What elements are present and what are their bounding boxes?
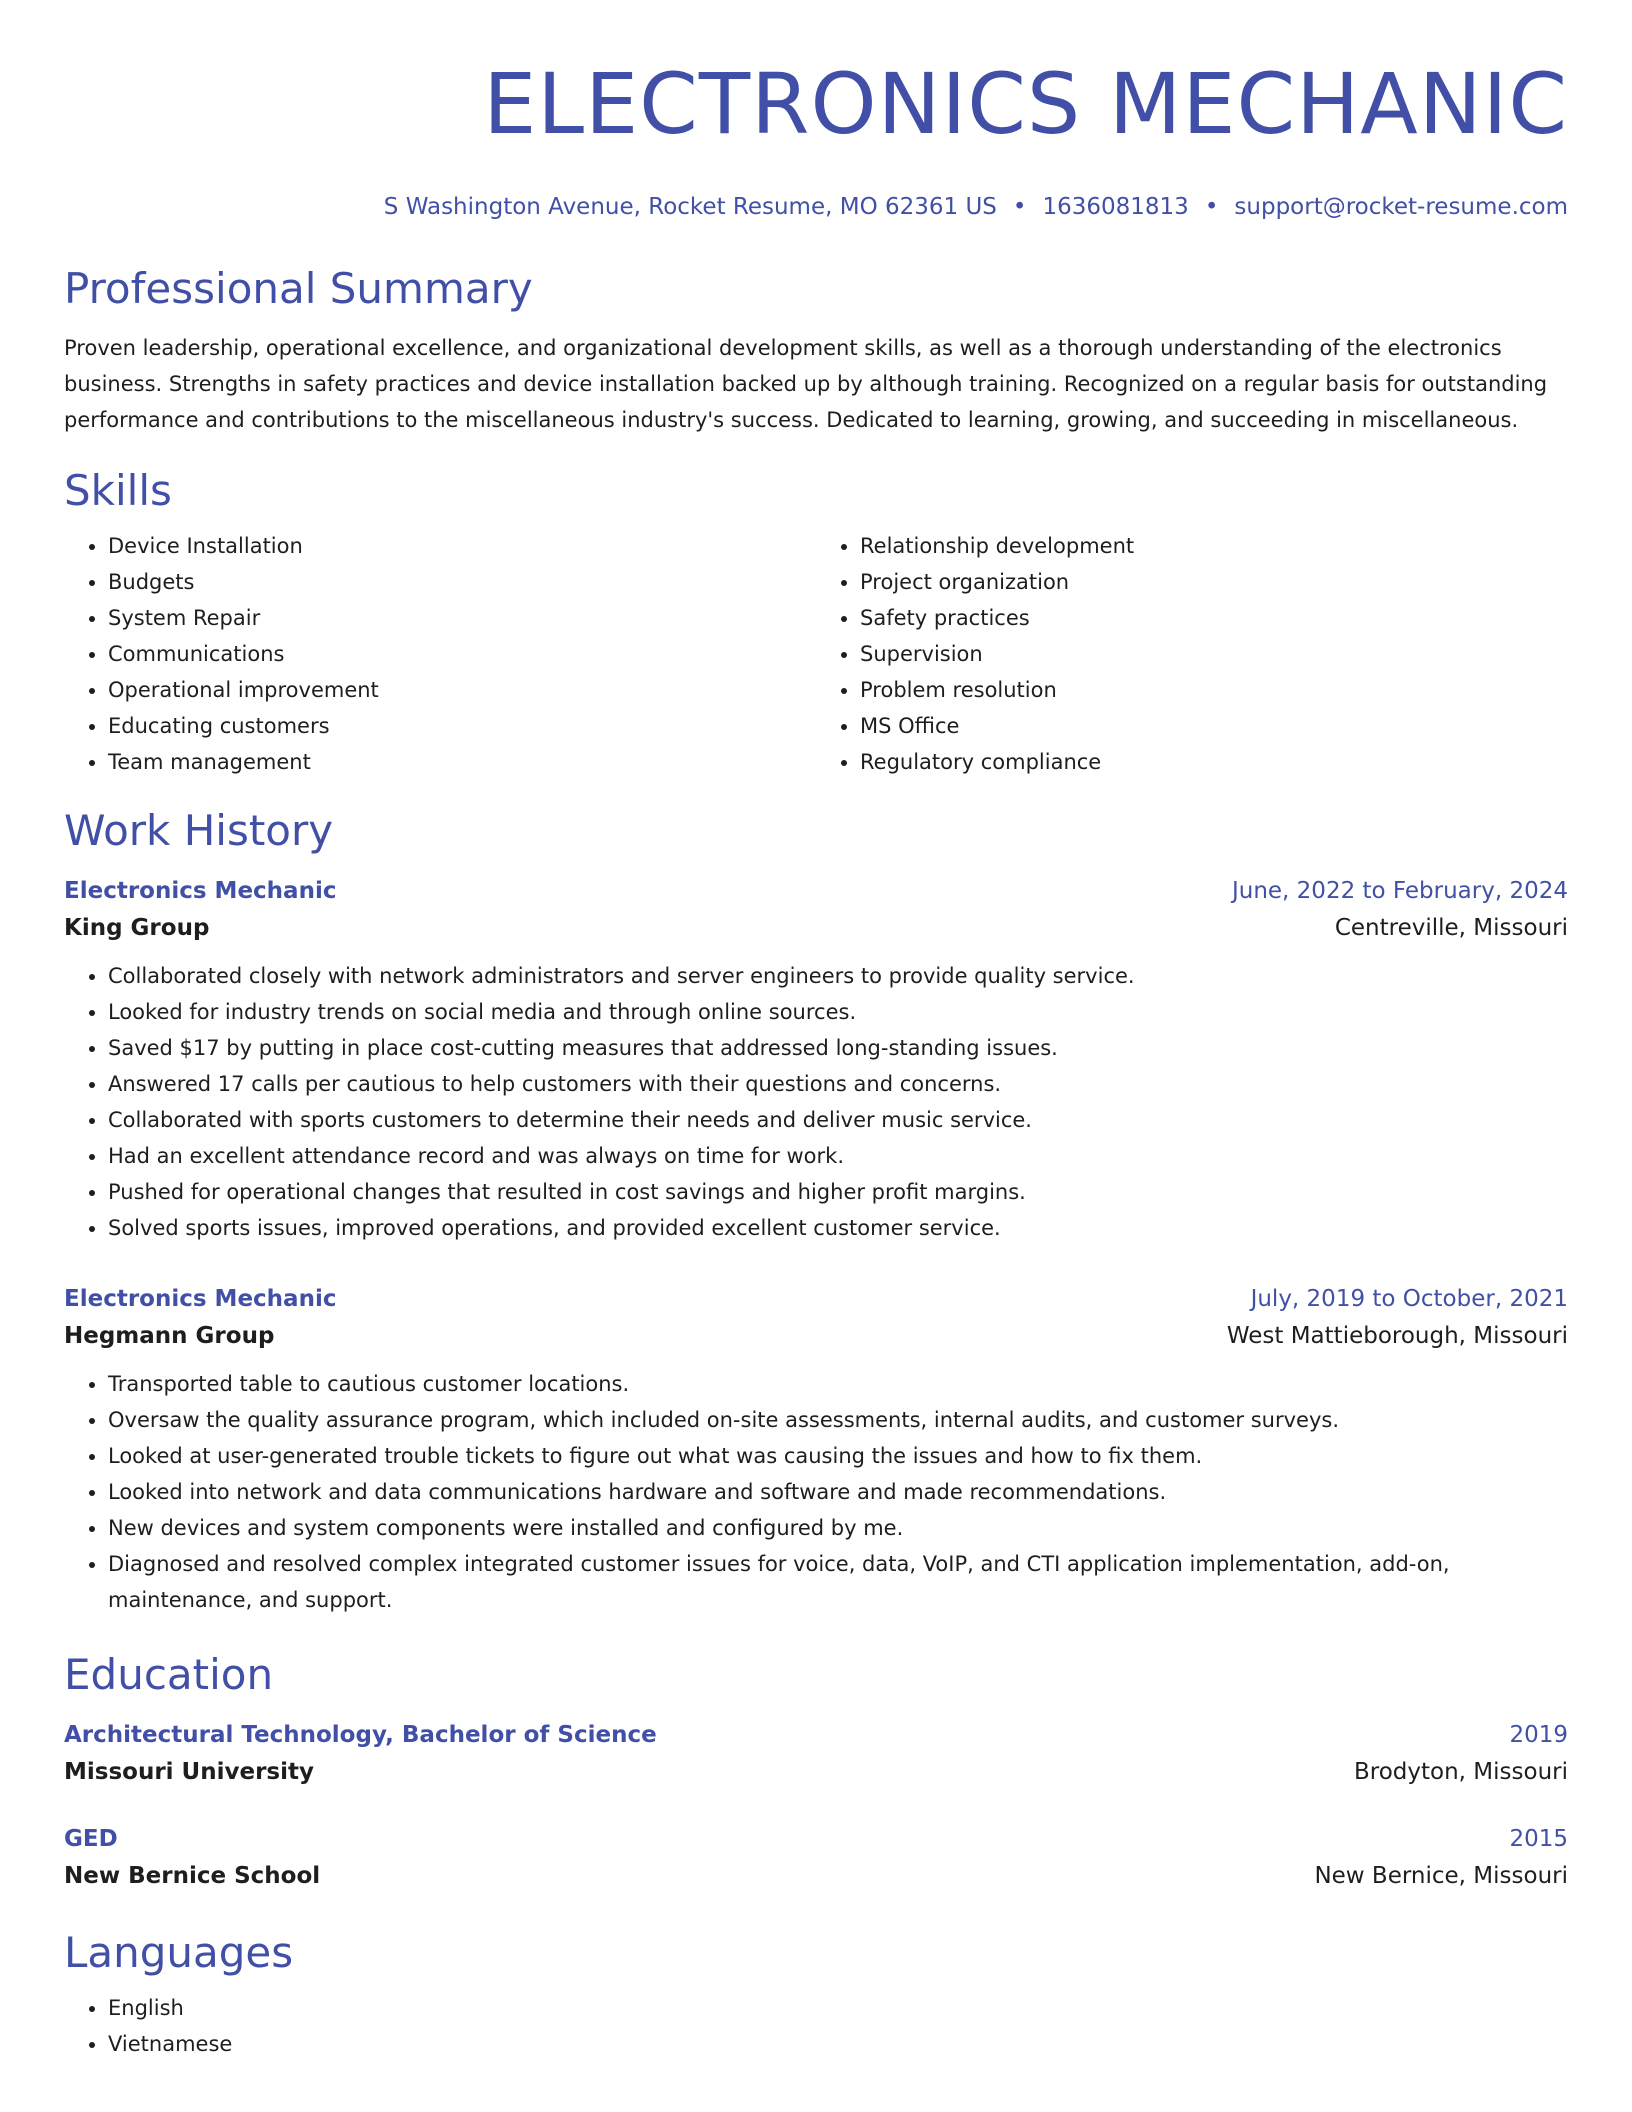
section-heading-work-history: Work History — [64, 806, 334, 855]
job-bullet: • New devices and system components were installed and configured by me. — [108, 1510, 1568, 1546]
education-location: Brodyton, Missouri — [1354, 1759, 1568, 1785]
job-bullet: • Answered 17 calls per cautious to help customers with their questions and concerns. — [108, 1066, 1568, 1102]
skill-item: • Budgets — [108, 564, 816, 600]
job-bullet: • Diagnosed and resolved complex integrated customer issues for voice, data, VoIP, and CTI application implementation, add-on, maintenance, and support. — [108, 1546, 1568, 1618]
summary-text: Proven leadership, operational excellence, and organizational development skills, as well as a thorough understanding of the electronics business. Strengths in safety practices and device installation backed up by although training. Recognized on a regular basis for outstanding performance and contributions to the miscellaneous industry's success. Dedicated to learning, growing, and succeeding in miscellaneous. — [64, 336, 1548, 432]
language-item: • English — [108, 1990, 1568, 2026]
skill-item: • Regulatory compliance — [860, 744, 1568, 780]
job-bullet: • Looked into network and data communications hardware and software and made recommendations. — [108, 1474, 1568, 1510]
job-bullets — [64, 958, 1568, 1246]
job-dates: July, 2019 to October, 2021 — [1250, 1286, 1568, 1312]
resume-title: ELECTRONICS MECHANIC — [483, 55, 1568, 153]
job-location: Centreville, Missouri — [1334, 915, 1568, 941]
skill-item: • Operational improvement — [108, 672, 816, 708]
education-entry — [64, 1822, 1568, 1896]
job-company-row — [64, 1316, 1568, 1356]
job-bullet: • Solved sports issues, improved operations, and provided excellent customer service. — [108, 1210, 1568, 1246]
education-entry — [64, 1718, 1568, 1792]
section-heading-summary: Professional Summary — [64, 264, 533, 313]
job-dates: June, 2022 to February, 2024 — [1231, 878, 1568, 904]
education-school: Missouri University — [64, 1759, 314, 1785]
language-item: • Vietnamese — [108, 2026, 1568, 2062]
skill-item: • Communications — [108, 636, 816, 672]
education-degree: Architectural Technology, Bachelor of Science — [64, 1722, 657, 1748]
job-bullets — [64, 1366, 1568, 1618]
job-header-row — [64, 1282, 1568, 1316]
job-bullet: • Collaborated closely with network administrators and server engineers to provide quality service. — [108, 958, 1568, 994]
job-company: Hegmann Group — [64, 1323, 275, 1349]
job-entry — [64, 1282, 1568, 1618]
skill-item: • Supervision — [860, 636, 1568, 672]
job-header-row — [64, 874, 1568, 908]
skills-list-right — [816, 528, 1568, 780]
skill-item: • Educating customers — [108, 708, 816, 744]
contact-separator: • — [1204, 194, 1219, 220]
education-year: 2019 — [1509, 1722, 1568, 1748]
job-title: Electronics Mechanic — [64, 878, 337, 904]
job-bullet: • Saved $17 by putting in place cost-cutting measures that addressed long-standing issues. — [108, 1030, 1568, 1066]
skill-item: • Relationship development — [860, 528, 1568, 564]
job-bullet: • Transported table to cautious customer locations. — [108, 1366, 1568, 1402]
section-heading-education: Education — [64, 1650, 274, 1699]
job-bullet: • Oversaw the quality assurance program, which included on-site assessments, internal audits, and customer surveys. — [108, 1402, 1568, 1438]
section-heading-languages: Languages — [64, 1928, 294, 1977]
job-title: Electronics Mechanic — [64, 1286, 337, 1312]
education-degree: GED — [64, 1826, 118, 1852]
education-year: 2015 — [1509, 1826, 1568, 1852]
job-bullet: • Looked at user-generated trouble tickets to figure out what was causing the issues and how to fix them. — [108, 1438, 1568, 1474]
contact-line — [64, 192, 1568, 222]
skill-item: • Problem resolution — [860, 672, 1568, 708]
skill-item: • MS Office — [860, 708, 1568, 744]
job-bullet: • Looked for industry trends on social media and through online sources. — [108, 994, 1568, 1030]
skills-list-left — [64, 528, 816, 780]
skill-item: • Device Installation — [108, 528, 816, 564]
languages-list — [64, 1990, 1568, 2062]
contact-phone: 1636081813 — [1042, 194, 1189, 220]
job-bullet: • Pushed for operational changes that resulted in cost savings and higher profit margins. — [108, 1174, 1568, 1210]
skill-item: • Team management — [108, 744, 816, 780]
section-heading-skills: Skills — [64, 466, 172, 515]
job-entry — [64, 874, 1568, 1246]
contact-email: support@rocket-resume.com — [1234, 194, 1568, 220]
education-location: New Bernice, Missouri — [1314, 1863, 1568, 1889]
contact-address: S Washington Avenue, Rocket Resume, MO 62361 US — [383, 194, 997, 220]
contact-separator: • — [1012, 194, 1027, 220]
job-company-row — [64, 908, 1568, 948]
job-bullet: • Had an excellent attendance record and was always on time for work. — [108, 1138, 1568, 1174]
education-school-row — [64, 1752, 1568, 1792]
skill-item: • Project organization — [860, 564, 1568, 600]
education-school-row — [64, 1856, 1568, 1896]
skill-item: • System Repair — [108, 600, 816, 636]
education-header-row — [64, 1822, 1568, 1856]
job-location: West Mattieborough, Missouri — [1226, 1323, 1568, 1349]
skills-grid — [64, 528, 1568, 780]
job-bullet: • Collaborated with sports customers to determine their needs and deliver music service. — [108, 1102, 1568, 1138]
job-company: King Group — [64, 915, 210, 941]
education-header-row — [64, 1718, 1568, 1752]
skill-item: • Safety practices — [860, 600, 1568, 636]
education-school: New Bernice School — [64, 1863, 321, 1889]
